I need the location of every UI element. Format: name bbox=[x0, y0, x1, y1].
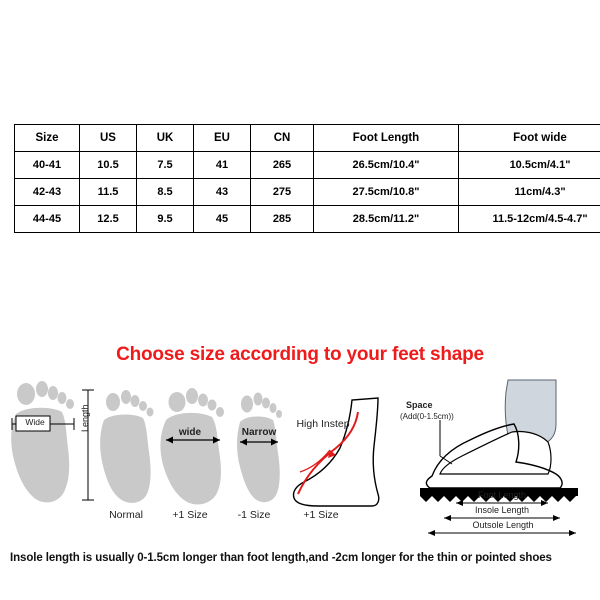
column-header-eu: EU bbox=[194, 125, 251, 152]
size-table-body bbox=[15, 152, 600, 233]
column-header-size: Size bbox=[15, 125, 80, 152]
table-row bbox=[15, 179, 600, 206]
foot-normal-illustration bbox=[100, 390, 153, 503]
column-header-uk: UK bbox=[137, 125, 194, 152]
cell-us: 10.5 bbox=[80, 152, 137, 179]
high-instep-title: High Instep bbox=[296, 418, 350, 430]
shape-label-normal: Normal bbox=[109, 509, 143, 521]
wide-tag: wide bbox=[178, 427, 202, 438]
column-header-us: US bbox=[80, 125, 137, 152]
cell-eu: 43 bbox=[194, 179, 251, 206]
footnote-text: Insole length is usually 0-1.5cm longer than foot length,and -2cm longer for the thin or pointed shoes bbox=[10, 552, 552, 564]
table-row bbox=[15, 152, 600, 179]
cell-cn: 285 bbox=[251, 206, 314, 233]
table-row bbox=[15, 206, 600, 233]
cell-uk: 7.5 bbox=[137, 152, 194, 179]
cell-size: 42-43 bbox=[15, 179, 80, 206]
high-instep-caption: +1 Size bbox=[303, 509, 339, 521]
length-label: Length bbox=[80, 404, 90, 432]
size-table-head bbox=[15, 125, 600, 152]
outsole-length-label: Outsole Length bbox=[472, 520, 534, 530]
high-instep-illustration bbox=[293, 398, 378, 506]
cell-foot-length: 27.5cm/10.8" bbox=[314, 179, 459, 206]
cell-eu: 45 bbox=[194, 206, 251, 233]
column-header-foot-wide: Foot wide bbox=[459, 125, 600, 152]
foot-length-label: Foot Length bbox=[477, 490, 527, 500]
table-header-row bbox=[15, 125, 600, 152]
feet-shape-diagram bbox=[0, 372, 600, 542]
shape-label-plus-one: +1 Size bbox=[172, 509, 208, 521]
cell-us: 11.5 bbox=[80, 179, 137, 206]
cell-eu: 41 bbox=[194, 152, 251, 179]
cell-foot-wide: 11cm/4.3" bbox=[459, 179, 600, 206]
foot-narrow-illustration bbox=[237, 393, 282, 503]
column-header-foot-length: Foot Length bbox=[314, 125, 459, 152]
shape-label-minus-one: -1 Size bbox=[237, 509, 271, 521]
cell-us: 12.5 bbox=[80, 206, 137, 233]
space-label: Space bbox=[406, 400, 433, 410]
size-table-container bbox=[14, 124, 586, 233]
foot-wide-illustration bbox=[160, 388, 224, 504]
size-table bbox=[14, 124, 600, 233]
space-sublabel: (Add(0-1.5cm)) bbox=[400, 412, 454, 421]
cell-foot-wide: 10.5cm/4.1" bbox=[459, 152, 600, 179]
narrow-tag: Narrow bbox=[241, 427, 277, 438]
cell-size: 44-45 bbox=[15, 206, 80, 233]
foot-measure-illustration bbox=[11, 381, 94, 502]
cell-uk: 9.5 bbox=[137, 206, 194, 233]
cell-cn: 265 bbox=[251, 152, 314, 179]
cell-size: 40-41 bbox=[15, 152, 80, 179]
page-title: Choose size according to your feet shape bbox=[116, 344, 484, 365]
cell-foot-length: 28.5cm/11.2" bbox=[314, 206, 459, 233]
cell-cn: 275 bbox=[251, 179, 314, 206]
cell-foot-wide: 11.5-12cm/4.5-4.7" bbox=[459, 206, 600, 233]
cell-foot-length: 26.5cm/10.4" bbox=[314, 152, 459, 179]
cell-uk: 8.5 bbox=[137, 179, 194, 206]
column-header-cn: CN bbox=[251, 125, 314, 152]
insole-length-label: Insole Length bbox=[474, 505, 530, 515]
wide-label: Wide bbox=[25, 417, 45, 427]
